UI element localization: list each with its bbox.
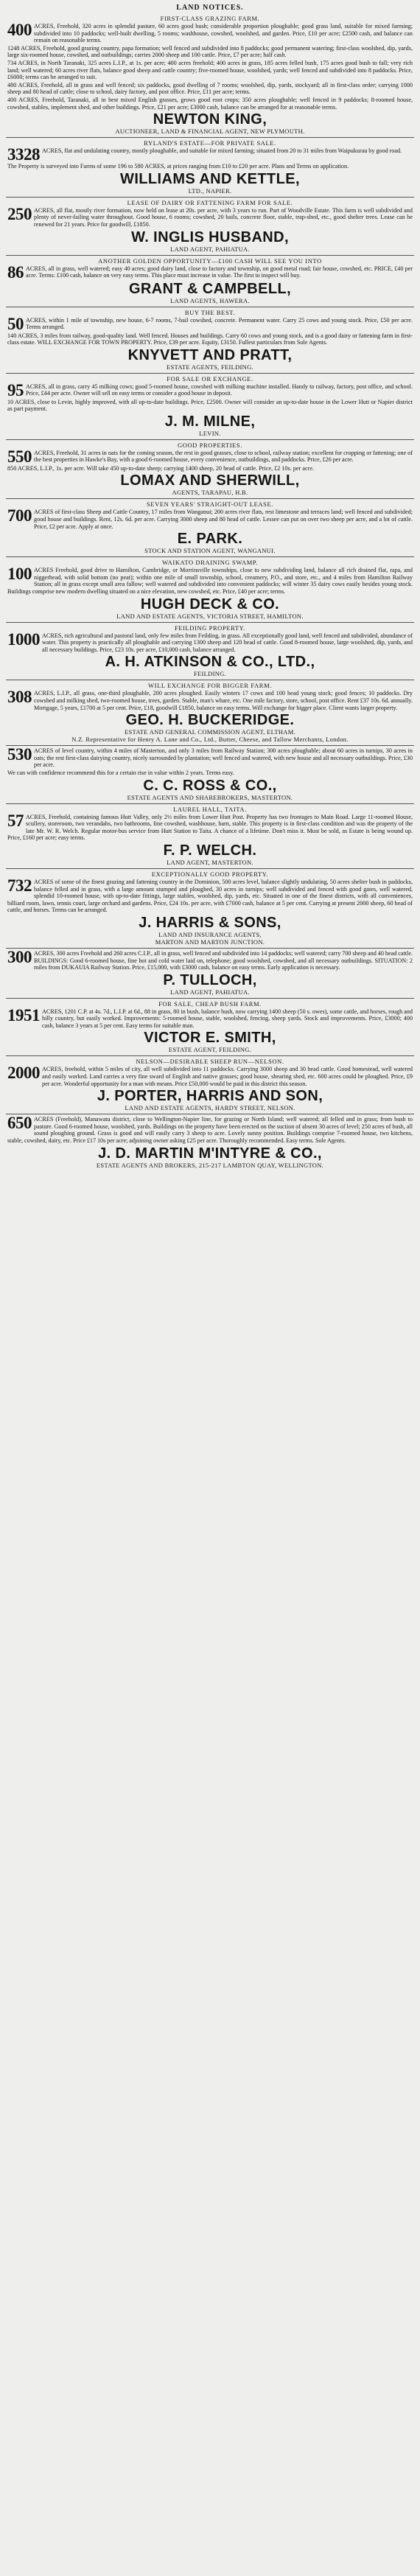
agent-address: ESTATE AGENTS AND SHAREBROKERS, MASTERTON.: [127, 793, 293, 801]
ad-extra-paragraph: 734 ACRES, in North Taranaki, 325 acres L.I.P., at 1s. per acre; 400 acres freehold; 400 acres in grass, 185 acres felled bush, 175 acres good bush to fall; very rich land; well watered; 60 acres river flats, balance good sheep and cattle country; five-roomed house, woolshed, yards; well fenced and subdivided into 8 paddocks. Price, £6000; terms can be arranged to suit.: [7, 59, 413, 81]
agent-address: LEVIN.: [199, 429, 221, 437]
agent-name: F. P. WELCH.: [163, 842, 257, 859]
agent-name: J. HARRIS & SONS,: [139, 914, 281, 931]
ad-text: ACRES, 300 acres Freehold and 260 acres C.I.P., all in grass, well fenced and subdivided into 14 paddocks; well watered; carry 700 sheep and 40 head cattle. BUILDINGS: Good 6-roomed house, fine hot and cold water laid on, telephone; good woolshed, cowshed, and all necessary outbuildings. SITUATION: 2 miles from DUKAUIA Railway Station. Price, £15,000, with £3000 cash, balance on easy terms. Early application is necessary.: [34, 949, 413, 971]
ad-extra-paragraph: 480 ACRES, Freehold, all in grass and well fenced; six paddocks, good dwelling of 7 rooms; woolshed, dip, yards, stockyard; all in first-class order; carrying 1000 sheep and 80 head of cattle; close to school, dairy factory, and post office. Price, £11 per acre; terms.: [7, 81, 413, 96]
land-advertisement: [6, 13, 414, 138]
ad-body: [7, 314, 413, 333]
agent-address: AUCTIONEER, LAND & FINANCIAL AGENT, NEW PLYMOUTH.: [115, 128, 305, 136]
ad-heading: EXCEPTIONALLY GOOD PROPERTY.: [151, 870, 269, 878]
agent-address: LAND AGENT, PAHIATUA.: [170, 245, 250, 253]
agent-address: N.Z. Representative for Henry A. Lane and Co., Ltd., Butter, Cheese, and Tallow Merchants, London.: [71, 736, 349, 744]
agent-name: HUGH DECK & CO.: [140, 596, 280, 612]
acreage-figure: 530: [7, 745, 32, 764]
acreage-figure: 1951: [7, 1005, 40, 1025]
agent-address: LAND AGENT, MASTERTON.: [167, 858, 253, 866]
ad-text: ACRES, flat and undulating country, mostly ploughable, and suitable for mixed farming; situated from 20 to 31 miles from Waipukurau by good road.: [42, 147, 402, 155]
ad-text: ACRES, all flat, mostly river formation, now held on lease at 20s. per acre, with 3 years to run. Part of Woodville Estate. This farm is well subdivided and plenty of never-failing water throughout. Good house, 6 rooms; cowshed, 20 bails, concrete floor, stable, trap-shed, etc., good shelter trees. Lease can be renewed for 21 years. Price for goodwill, £1850.: [34, 206, 413, 228]
land-advertisement: [6, 307, 414, 374]
agent-address: ESTATE AGENTS AND BROKERS, 215-217 LAMBTON QUAY, WELLINGTON.: [96, 1161, 324, 1169]
acreage-figure: 650: [7, 1114, 32, 1133]
agent-name: J. M. MILNE,: [164, 413, 256, 430]
acreage-figure: 50: [7, 314, 24, 333]
acreage-figure: 57: [7, 811, 24, 830]
ad-body: [7, 262, 413, 282]
ad-heading: ANOTHER GOLDEN OPPORTUNITY—£100 CASH WILL SEE YOU INTO: [98, 256, 322, 265]
agent-name: J. PORTER, HARRIS AND SON,: [97, 1088, 323, 1105]
ad-text: ACRES, Freehold, containing famous Hutt Valley, only 2½ miles from Lower Hutt Post. Property has two frontages to Main Road. Large 11-roomed House, scullery, storeroom, two verandahs, two bathrooms, fine cowshed, washhouse, barn, stable. This property is in first-class condition and was the property of the late Mr. W. R. Welch. Regular motor-bus service from Hutt Station to Taita. A chance of a lifetime. Don't miss it. Must be sold, as Estate is being wound up. Price, £160 per acre; easy terms.: [7, 813, 413, 842]
agent-name: A. H. ATKINSON & CO., LTD.,: [105, 654, 315, 671]
ad-extra-paragraph: 10 ACRES, close to Levin, highly improved, with all up-to-date buildings. Price, £2500. Owner will consider an up-to-date house in the Lower Hutt or Napier district as part payment.: [7, 398, 413, 413]
agent-address: LAND AGENTS, HAWERA.: [170, 296, 250, 304]
ad-heading: RYLAND'S ESTATE—FOR PRIVATE SALE.: [144, 139, 276, 147]
land-advertisement: [6, 198, 414, 256]
ad-text: ACRES, 1201 C.P. at 4s. 7d., L.I.P. at 6d., 88 in grass, 80 in bush, balance bush, now carrying 1400 sheep (50 s. owes), some cattle, and horses, rough and hilly country, but easily worked. Improvements: 5-roomed house, stable, woolshed, fencing, sheep yards. Stock and improvements. Price, £3000; 400 cash, balance 3 years at 5 per cent. Easy terms for suitable man.: [42, 1008, 413, 1029]
acreage-figure: 86: [7, 262, 24, 282]
ad-heading: GOOD PROPERTIES.: [178, 441, 242, 449]
ad-text: ACRES of first-class Sheep and Cattle Country, 17 miles from Wanganui; 200 acres river flats, rest limestone and terraces land; well fenced and subdivided; good house and buildings. Rent, 12s. 6d. per acre. Carrying 3000 sheep and 80 head of cattle. Lessee can put on over two sheep per acre, and a lot of cattle. Price, £2 per acre. Apply at once.: [34, 509, 413, 530]
acreage-figure: 3328: [7, 145, 40, 164]
acreage-figure: 100: [7, 565, 32, 584]
ad-body: [7, 567, 413, 595]
agent-name: KNYVETT AND PRATT,: [127, 346, 293, 363]
land-advertisement: [6, 374, 414, 440]
agent-address: LAND AND INSURANCE AGENTS,: [158, 930, 262, 938]
ad-heading: SEVEN YEARS' STRAIGHT-OUT LEASE.: [146, 500, 273, 509]
ad-heading: FOR SALE OR EXCHANGE.: [167, 374, 253, 383]
ad-heading: LAUREL HALL, TAITA.: [173, 805, 247, 813]
ad-heading: FEILDING PROPERTY.: [174, 624, 246, 632]
acreage-figure: 1000: [7, 629, 40, 649]
ad-text: ACRES, all in grass, carry 45 milking cows; good 5-roomed house, cowshed with milking machine installed. Handy to railway, factory, post office, and school. Price, £44 per acre. Owner will sell on easy terms or consider a good house in deposit.: [26, 383, 413, 397]
land-advertisement: [6, 999, 414, 1057]
ad-extra-paragraph: The Property is surveyed into Farms of some 196 to 580 ACRES, at prices ranging from £10 to £20 per acre. Plans and Terms on application.: [7, 163, 349, 170]
agent-address: MARTON AND MARTON JUNCTION.: [155, 938, 265, 946]
ad-body: [7, 447, 413, 466]
ad-text: ACRES, L.I.P., all grass, one-third ploughable, 200 acres ploughed. Easily winters 17 cows and 100 head young stock; good fences; 10 paddocks. Dry cowshed and milking shed, two-roomed house, trees, garden. Stable, man's whare, etc. One mile factory, store, school, post office. Rent £37 10s. 6d. annually. Mortgage, 5 years, £1700 at 5 per cent. Price, £18, goodwill £1850, balance on easy terms. Will exchange for bigger place. Client wants larger property.: [34, 690, 413, 711]
ad-extra-paragraph: 1248 ACRES, Freehold, good grazing country, papa formation; well fenced and subdivided into 8 paddocks; good permanent watering; first-class woolshed, dip, yards, large six-roomed house, cowshed, and outbuildings; carries 2000 sheep and 100 cattle. Price, £7 per acre; half cash.: [7, 44, 413, 59]
agent-address: FEILDING.: [193, 670, 226, 678]
agent-name: C. C. ROSS & CO.,: [143, 777, 277, 794]
ad-heading: FOR SALE, CHEAP BUSH FARM.: [158, 999, 262, 1008]
ad-text: ACRES of level country, within 4 miles of Masterton, and only 3 miles from Railway Station; 300 acres ploughable; about 60 acres in turnips, 30 acres in oats; the rest first-class dairying country, nicely surrounded by plantation; well fenced and watered, with new house and all necessary outbuildings. Price, £30 per acre.: [34, 747, 413, 769]
agent-name: WILLIAMS AND KETTLE,: [120, 170, 300, 187]
ad-body: [7, 1066, 413, 1087]
agent-name: E. PARK.: [177, 531, 243, 548]
agent-name: W. INGLIS HUSBAND,: [131, 228, 289, 245]
agent-name: P. TULLOCH,: [163, 971, 257, 988]
land-advertisement: [6, 440, 414, 500]
acreage-figure: 700: [7, 506, 32, 526]
land-advertisement: [6, 256, 414, 307]
agent-address: LAND AND ESTATE AGENTS, HARDY STREET, NELSON.: [125, 1104, 295, 1112]
ad-text: ACRES, all in grass, well watered; easy 40 acres; good dairy land, close to factory and township, on good metal road; fair house, cowshed, etc. PRICE, £40 per acre. Terms: £100 cash, balance on very easy terms. This place must increase in value. The first to inspect will buy.: [26, 265, 413, 279]
ad-text: ACRES (Freehold), Manawatu district, close to Wellington-Napier line, for grazing or North Island; well watered; all felled and in grass; from bush to pasture. Good 6-roomed house, woolshed, yards. Buildings on the property have been erected on the suction of absent 30 acres of level; 250 acres of bush, all sound ploughing ground. Grass is good and will easily carry 3 sheep to acre. Lovely sunny position. Buildings comprise 7-roomed house, two kitchens, stable, cowshed, dairy, etc. Price £17 10s per acre; adjoining owner asking £25 per acre. Thoroughly recommended. Easy terms. Sole Agents.: [7, 1116, 413, 1145]
land-advertisement: [6, 804, 414, 869]
acreage-figure: 300: [7, 947, 32, 966]
ad-extra-paragraph: 850 ACRES, L.I.P., 1s. per acre. Will take 450 up-to-date sheep; carrying 1400 sheep, 20 head of cattle. Price, £2 10s. per acre.: [7, 464, 315, 472]
ad-body: [7, 811, 413, 842]
agent-address: LAND AND ESTATE AGENTS, VICTORIA STREET, HAMILTON.: [116, 612, 304, 620]
acreage-figure: 732: [7, 876, 32, 895]
ad-heading: BUY THE BEST.: [184, 308, 236, 316]
ad-body: [7, 1116, 413, 1144]
ad-heading: WILL EXCHANGE FOR BIGGER FARM.: [148, 682, 272, 690]
ad-body: [7, 876, 413, 914]
ad-body: [7, 380, 413, 399]
land-advertisement: [6, 623, 414, 681]
ad-heading: FIRST-CLASS GRAZING FARM.: [160, 15, 260, 22]
agent-address: LTD., NAPIER.: [188, 186, 232, 195]
advertisement-list: [6, 13, 414, 1171]
ad-body: [7, 147, 413, 162]
newspaper-page: [6, 0, 414, 1171]
agent-name: GRANT & CAMPBELL,: [128, 280, 292, 297]
agent-address: ESTATE AGENT, FEILDING.: [168, 1046, 252, 1054]
land-advertisement: [6, 1056, 414, 1114]
agent-name: LOMAX AND SHERWILL,: [120, 472, 300, 489]
ad-heading: NELSON—DESIRABLE SHEEP RUN—NELSON.: [136, 1058, 284, 1066]
ad-body: [7, 690, 413, 711]
agent-name: GEO. H. BUCKERIDGE.: [125, 712, 295, 729]
ad-body: [7, 747, 413, 769]
ad-body: [7, 23, 413, 44]
land-advertisement: [6, 1114, 414, 1170]
land-advertisement: [6, 746, 414, 803]
ad-text: ACRES of some of the finest grazing and fattening country in the Dominion, 500 acres level, balance slightly undulating, 50 acres shelter bush in paddocks, balance felled and in grass, with a large amount stumped and ploughed, 30 acres in turnips; well subdivided and fenced with good gates, well watered, splendid 10-roomed house, with up-to-date fittings, large stables, woolshed, dip, yards, etc. Situated in one of the finest districts, with all conveniences, billiard room, lawn, tennis court, large orchard and gardens. Price, £24 10s. per acre, with £7000 cash, balance at 5 per cent. Carrying at present 2000 sheep, 60 head of cattle, and horses. Terms can be arranged.: [7, 878, 413, 914]
ad-body: [7, 629, 413, 654]
ad-text: ACRES, rich agricultural and pastoral land, only few miles from Feilding, in grass. All exceptionally good land, well fenced and subdivided, abundance of water. This property is practically all ploughable and carrying 1300 sheep and 120 head of cattle. Good 8-roomed house, large woolshed, dip, yards, and all necessary buildings. Price, £23 10s. per acre, £10,000 cash, balance arranged.: [42, 632, 413, 653]
ad-extra-paragraph: We can with confidence recommend this for a certain rise in value within 2 years. Terms easy.: [7, 769, 234, 776]
land-advertisement: [6, 680, 414, 746]
land-advertisement: [6, 949, 414, 999]
land-advertisement: [6, 869, 414, 949]
ad-text: ACRES, freehold, within 5 miles of city, all well subdivided into 11 paddocks. Carrying 3000 sheep and 30 head cattle. Good homestead, well watered and easily worked. Land carries a very fine sward of English and native grasses; good house, shearing shed, etc. 600 acres could be ploughed. Price, £9 per acre. Wonderful opportunity for a man with means. Price £50,000 would be paid in this district this season.: [42, 1066, 413, 1087]
ad-body: [7, 947, 413, 971]
agent-address: ESTATE AGENTS, FEILDING.: [167, 363, 253, 371]
section-header: LAND NOTICES.: [176, 4, 244, 12]
ad-extra-paragraph: 400 ACRES, Freehold, Taranaki, all in best mixed English grasses, grows good root crops; 350 acres ploughable; well fenced in 9 paddocks; 8-roomed house, cowshed, stables, implement shed, and other buildings. Price, £21 per acre; £3000 cash, balance can be arranged for at reasonable terms.: [7, 96, 413, 111]
ad-text: ACRES, within 1 mile of township, new house, 6-7 rooms, 7-bail cowshed, concrete. Permanent water. Carry 25 cows and young stock. Price, £50 per acre. Terms arranged.: [26, 316, 413, 331]
ad-heading: LEASE OF DAIRY OR FATTENING FARM FOR SALE.: [127, 198, 293, 206]
ad-body: [7, 204, 413, 228]
agent-address: ESTATE AND GENERAL COMMISSION AGENT, ELTHAM.: [124, 728, 296, 736]
agent-name: VICTOR E. SMITH,: [144, 1030, 276, 1047]
acreage-figure: 550: [7, 447, 32, 466]
ad-body: [7, 506, 413, 530]
ad-text: ACRES, Freehold, 320 acres in splendid pasture, 60 acres good bush; considerable proportion ploughable; good grass land, suitable for mixed farming; subdivided into 10 paddocks; well-built dwelling, 5 rooms; washhouse, cowshed, woolshed, and garden. Price, £10 per acre; £2500 cash, and balance can remain on reasonable terms.: [34, 23, 413, 44]
agent-address: LAND AGENT, PAHIATUA.: [170, 988, 250, 996]
ad-text: ACRES, Freehold, 31 acres in oats for the coming season, the rest in good grasses, close to school, railway station; excellent for cropping or fattening; one of the best properties in Hawke's Bay, with a good 6-roomed house, every convenience, outbuildings, and paddocks. Price, £26 per acre.: [34, 449, 413, 464]
agent-address: AGENTS, TARAPAU, H.B.: [172, 489, 248, 497]
land-advertisement: [6, 499, 414, 557]
ad-extra-paragraph: 140 ACRES, 3 miles from railway, good-quality land. Well fenced. Houses and buildings. Carry 60 cows and young stock, and is a good dairy or fattening farm in first-class estate. WILL EXCHANGE FOR TOWN PROPERTY. Price, £39 per acre. Equity, £3150. Fullest particulars from Sole Agents.: [7, 332, 413, 346]
acreage-figure: 308: [7, 688, 32, 707]
acreage-figure: 2000: [7, 1064, 40, 1083]
acreage-figure: 95: [7, 380, 24, 399]
acreage-figure: 400: [7, 21, 32, 39]
agent-address: STOCK AND STATION AGENT, WANGANUI.: [144, 547, 276, 555]
land-advertisement: [6, 138, 414, 198]
agent-name: J. D. MARTIN M'INTYRE & CO.,: [98, 1145, 322, 1162]
ad-heading: WAIKATO DRAINING SWAMP.: [161, 559, 259, 567]
ad-text: ACRES Freehold, good drive to Hamilton, Cambridge, or Morrinsville townships, close to new subdividing land, balance all rich drained flat, rapa, and niggerhead, with solid bottom (no peat); within one mile of small township, school, creamery, P.O., and store, etc., and 4 miles from Hamilton Railway Station; all in grass except small area fallow; well watered and subdivided into convenient paddocks; will winter 35 dairy cows easily besides young stock. Buildings comprise new modern dwelling situated on a nice elevation, new cowshed, etc. Price, £40 per acre; terms.: [7, 567, 413, 596]
ad-body: [7, 1005, 413, 1030]
agent-name: NEWTON KING,: [153, 111, 267, 128]
acreage-figure: 250: [7, 204, 32, 223]
land-advertisement: [6, 557, 414, 622]
